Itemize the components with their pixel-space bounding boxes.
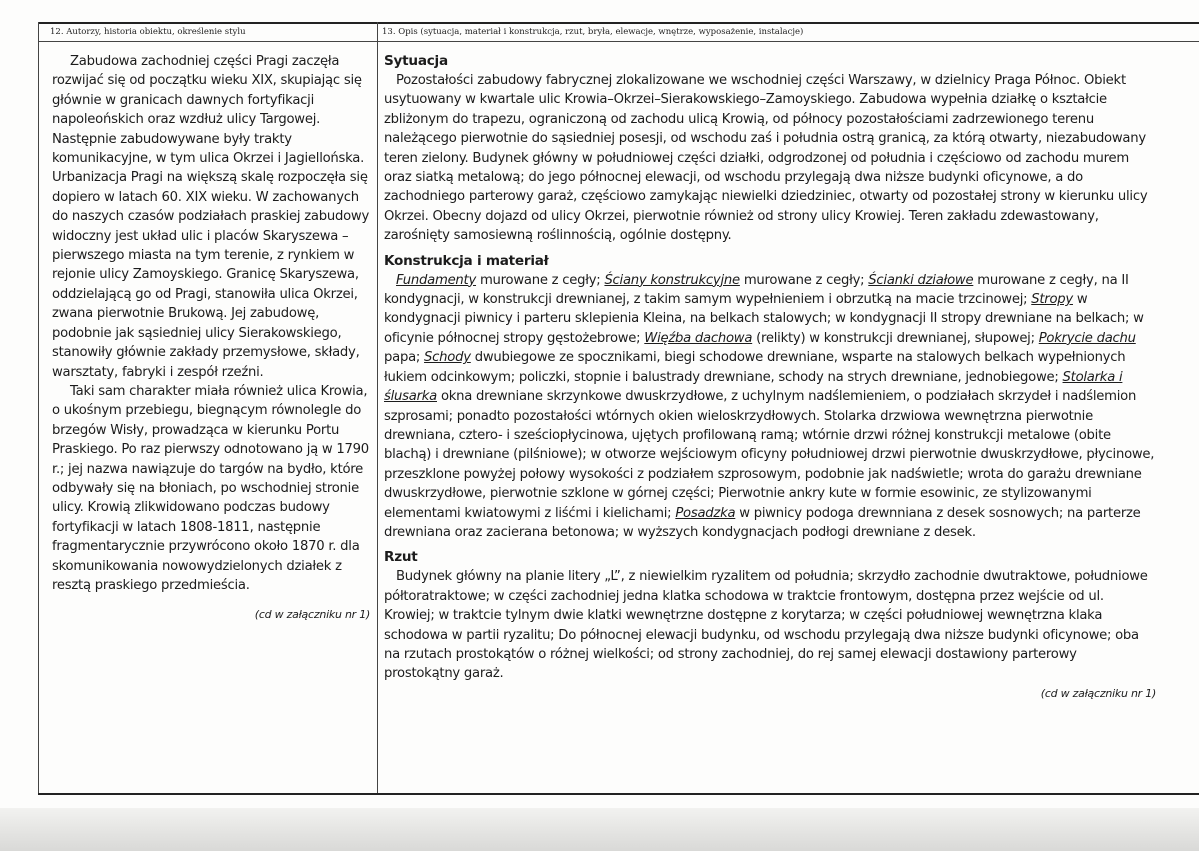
sytuacja-text: Pozostałości zabudowy fabrycznej zlokalizowane we wschodniej części Warszawy, w dzielnicy Praga Północ. Obiekt usytuowany w kwartale ulic Krowia–Okrzei–Sierakowskiego–Zamoyskiego. Zabudowa wypełnia działkę o kształcie zbliżonym do trapezu, ograniczoną od zachodu ulicą Krowią, od północy pozostałościami zadrzewionego terenu należącego pierwotnie do sąsiedniej posesji, od wschodu zaś i południa ostrą granicą, za którą otwarty, niezabudowany teren zielony. Budynek główny w południowej części działki, odgrodzonej od południa i częściowo od zachodu murem oraz siatką metalową; do jego północnej elewacji, od wschodu przylegają dwa niższe budynki oficynowe, a do zachodniego parterowy garaż, częściowo zamykając niewielki dziedziniec, otwarty od pozostałej strony w kierunku ulicy Okrzei. Obecny dojazd od ulicy Okrzei, pierwotnie również od strony ulicy Krowiej. Teren zakładu zdewastowany, zarośnięty samosiewną roślinnością, ogólnie dostępny. bbox=[384, 73, 1148, 244]
term-posadzka: Posadzka bbox=[675, 505, 736, 521]
term-wiezba: Więźba dachowa bbox=[644, 330, 753, 346]
konstrukcja-text bbox=[384, 271, 1156, 543]
konstrukcja-segment: w piwnicy podoga drewnniana z desek sosnowych; na parterze drewniana oraz zacierana betonowa; w wyższych kondygnacjach podłogi drewniane z desek. bbox=[384, 505, 1141, 540]
continuation-note-left: (cd w załączniku nr 1) bbox=[254, 608, 370, 622]
konstrukcja-segment: murowane z cegły, na II kondygnacji, w konstrukcji drewnianej, z takim samym wypełnieniem i obrzutką na macie trzcinowej; bbox=[384, 272, 1129, 308]
term-stolarka: Stolarka i ślusarka bbox=[384, 369, 1123, 405]
term-pokrycie: Pokrycie dachu bbox=[1038, 330, 1136, 346]
konstrukcja-segment: murowane z cegły; bbox=[476, 272, 605, 288]
heading-sytuacja: Sytuacja bbox=[384, 53, 448, 69]
konstrukcja-segment: dwubiegowe ze spocznikami, biegi schodowe drewniane, wsparte na stalowych belkach wypełnionych łukiem odcinkowym; policzki, stopnie i balustrady drewniane, schody na strych drewniane, jednobiegowe; bbox=[384, 350, 1126, 385]
heading-konstrukcja: Konstrukcja i materiał bbox=[384, 252, 549, 269]
konstrukcja-segment: papa; bbox=[384, 350, 425, 366]
history-paragraph-1: Zabudowa zachodniej części Pragi zaczęła rozwijać się od początku wieku XIX, skupiając się głównie w granicach dawnych fortyfikacji napoleońskich oraz wzdłuż ulicy Targowej. Następnie zabudowywane były trakty komunikacyjne, w tym ulica Okrzei i Jagiellońska. Urbanizacja Pragi na większą skalę rozpoczęła się dopiero w latach 60. XIX wieku. W zachowanych do naszych czasów podziałach praskiej zabudowy widoczny jest układ ulic i placów Skaryszewa – pierwszego miasta na tym terenie, z rynkiem w rejonie ulicy Zamoyskiego. Granicę Skaryszewa, oddzielającą go od Pragi, stanowiła ulica Okrzei, zwana pierwotnie Brukową. Jej zabudowę, podobnie jak sąsiedniej ulicy Sierakowskiego, stanowiły głównie zakłady przemysłowe, składy, warsztaty, fabryki i zespół rzeźni. bbox=[52, 54, 370, 380]
term-sciany: Ściany konstrukcyjne bbox=[604, 272, 740, 288]
term-stropy: Stropy bbox=[1031, 292, 1073, 308]
history-column bbox=[52, 52, 370, 625]
term-fundamenty: Fundamenty bbox=[396, 272, 477, 288]
konstrukcja-segment: (relikty) w konstrukcji drewnianej, słupowej; bbox=[752, 330, 1039, 346]
scan-shadow bbox=[0, 808, 1199, 851]
section-label-13: 13. Opis (sytuacja, materiał i konstrukcja, rzut, bryła, elewacje, wnętrze, wyposażenie, instalacje) bbox=[382, 27, 804, 37]
label-rule-right bbox=[378, 41, 1199, 42]
label-rule-left bbox=[38, 41, 377, 42]
rzut-text: Budynek główny na planie litery „L”, z niewielkim ryzalitem od południa; skrzydło zachodnie dwutraktowe, południowe półtoratraktowe; w części zachodniej jedna klatka schodowa w traktcie frontowym, dostępna przez wejście od ul. Krowiej; w traktcie tylnym dwie klatki wewnętrzne dostępne z korytarza; w części południowej wewnętrzna klaka schodowa w partii ryzalitu; Do północnej elewacji budynku, od wschodu przylegają dwa niższe budynki oficynowe; oba na rzutach prostokątów o różnej wielkości; od strony zachodniej, do rej samej elewacji dostawiony parterowy prostokątny garaż. bbox=[384, 569, 1148, 682]
frame-top-rule bbox=[38, 22, 1199, 24]
description-column bbox=[384, 52, 1156, 703]
frame-left-rule bbox=[38, 22, 39, 794]
konstrukcja-segment: w kondygnacji piwnicy i parteru sklepienia Kleina, na belkach stalowych; w kondygnacji II stropy drewniane na belkach; w oficynie północnej stropy gęstożebrowe; bbox=[384, 292, 1144, 346]
heading-rzut: Rzut bbox=[384, 549, 418, 566]
continuation-note-right: (cd w załączniku nr 1) bbox=[1040, 686, 1156, 700]
column-divider bbox=[377, 22, 378, 794]
term-scianki: Ścianki działowe bbox=[868, 272, 974, 288]
history-paragraph-2: Taki sam charakter miała również ulica Krowia, o ukośnym przebiegu, biegnącym równolegle do brzegów Wisły, prowadząca w kierunku Portu Praskiego. Po raz pierwszy odnotowano ją w 1790 r.; jej nazwa nawiązuje do targów na bydło, które odbywały się na błoniach, po wschodniej stronie ulicy. Krowią zlikwidowano podczas budowy fortyfikacji w latach 1808-1811, następnie fragmentarycznie przywrócono około 1870 r. dla skomunikowania nowowydzielonych działek z resztą praskiego przedmieścia. bbox=[52, 383, 369, 593]
konstrukcja-segment: murowane z cegły; bbox=[739, 272, 869, 288]
konstrukcja-segment: okna drewniane skrzynkowe dwuskrzydłowe, z uchylnym nadślemieniem, o podziałach skrzydeł i nadślemion szprosami; ponadto pozostałości wtórnych okien wieloskrzydłowych. Stolarka drzwiowa wewnętrzna pierwotnie drewniana, cztero- i sześciopłycinowa, ujętych profilowaną ramą; wtórnie drzwi różnej konstrukcji metalowe (obite blachą) i drewniane (pilśniowe); w otworze wejściowym oficyny południowej drzwi pierwotnie dwuskrzydłowe, płycinowe, przeszklone powyżej połowy wysokości z podziałem szprosowym, podobnie jak nadświetle; wrota do garażu drewniane dwuskrzydłowe, pierwotnie szklone w górnej części; Pierwotnie ankry kute w formie esowinic, ze stylizowanymi elementami kwiatowymi z liśćmi i kielichami; bbox=[384, 389, 1155, 521]
section-label-12: 12. Autorzy, historia obiektu, określenie stylu bbox=[50, 27, 246, 37]
term-schody: Schody bbox=[424, 350, 471, 366]
frame-bottom-rule bbox=[38, 793, 1199, 795]
